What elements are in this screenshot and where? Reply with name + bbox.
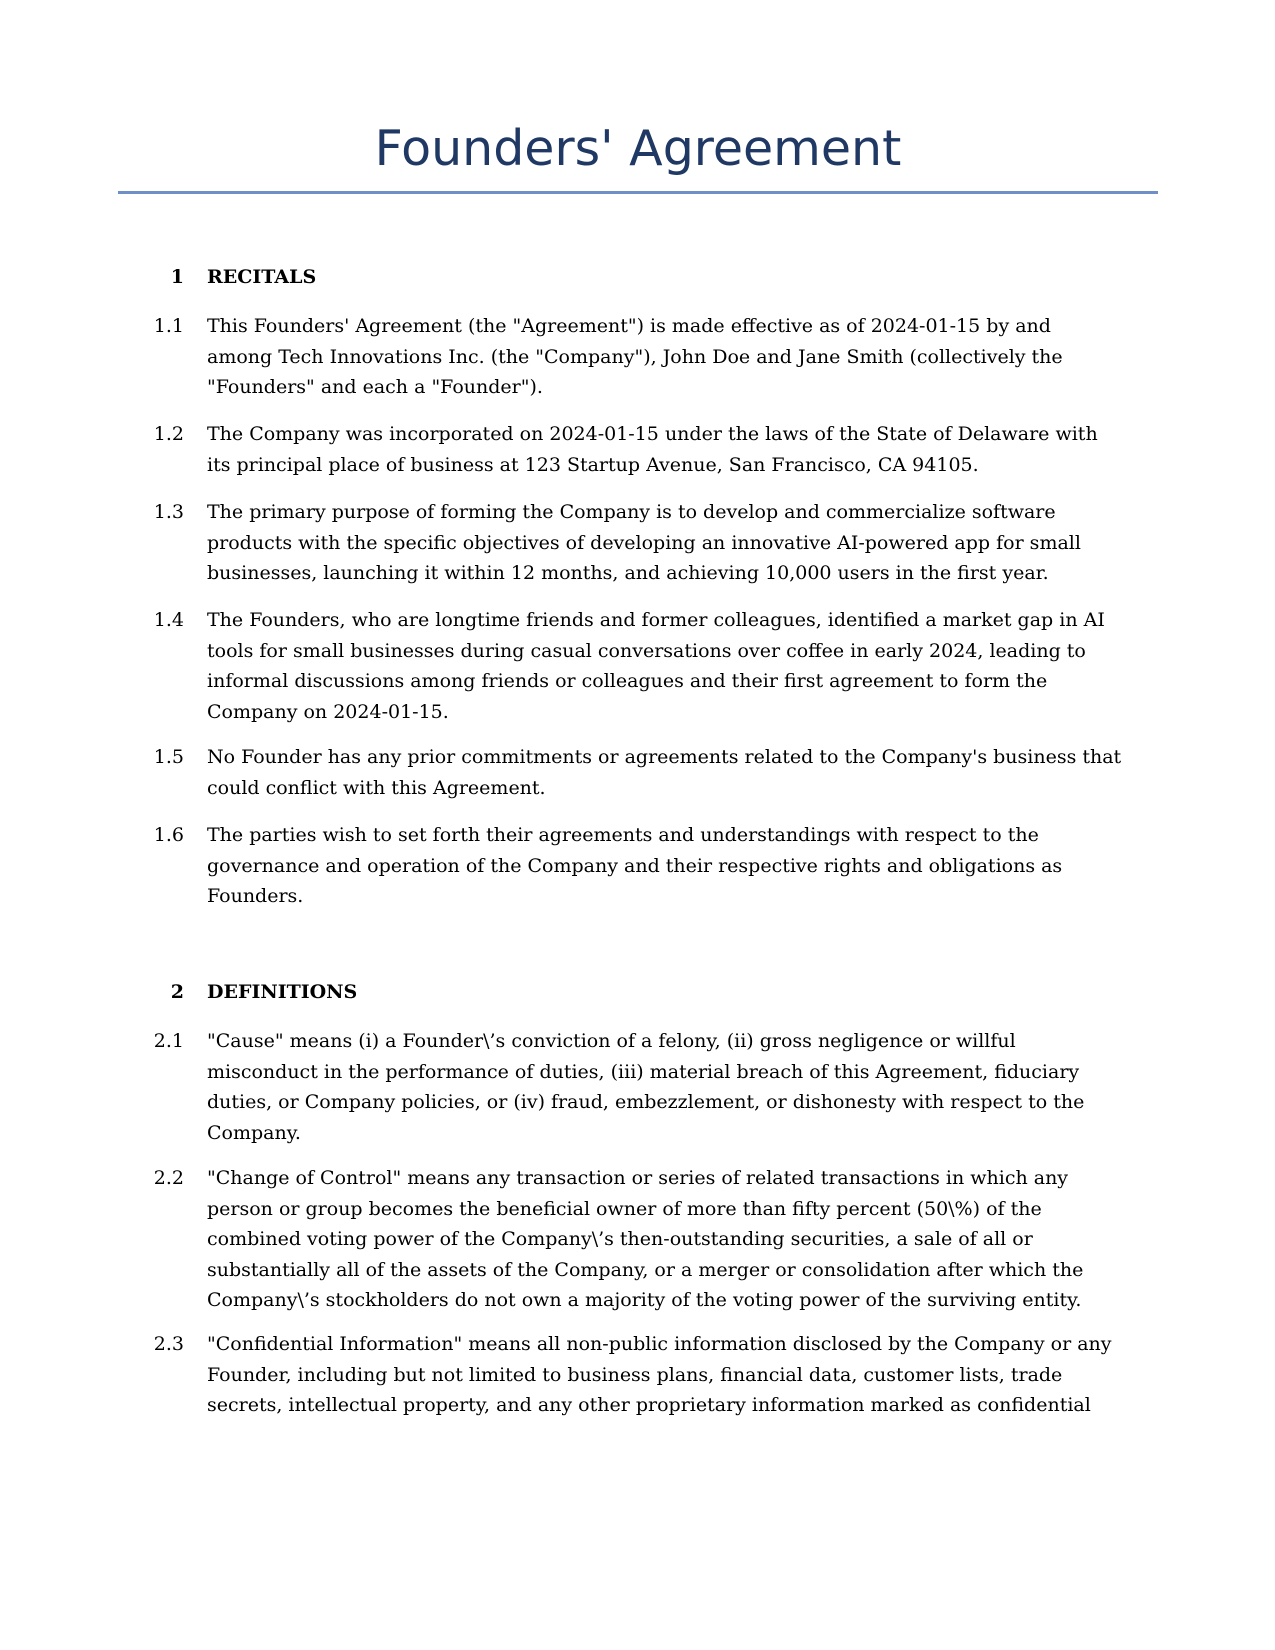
clause-text: "Cause" means (i) a Founder\’s conviction of a felony, (ii) gross negligence or willful misconduct in the performance of duties, (iii) material breach of this Agreement, fiduciary duties, or Company policies, or (iv) fraud, embezzlement, or dishonesty with respect to the Company. xyxy=(207,1030,1085,1144)
clause-number: 2.2 xyxy=(153,1167,184,1189)
clause-number: 1.2 xyxy=(153,423,184,445)
document-title: Founders' Agreement xyxy=(374,120,902,177)
clause-text: The parties wish to set forth their agreements and understandings with respect to the governance and operation of the Company and their respective rights and obligations as Founders. xyxy=(207,824,1063,907)
clause-number: 2.1 xyxy=(153,1030,184,1052)
clause-text: The primary purpose of forming the Company is to develop and commercialize software products with the specific objectives of developing an innovative AI-powered app for small businesses, launching it within 12 months, and achieving 10,000 users in the first year. xyxy=(207,501,1081,584)
clause-text: "Confidential Information" means all non-public information disclosed by the Company or any Founder, including but not limited to business plans, financial data, customer lists, trade secrets, intellectual property, and any other proprietary information marked as confidential xyxy=(207,1333,1112,1416)
section-title: RECITALS xyxy=(207,266,317,288)
clause-number: 1.6 xyxy=(153,824,184,846)
clause-text: "Change of Control" means any transaction or series of related transactions in which any person or group becomes the beneficial owner of more than fifty percent (50\%) of the combined voting power of the Company\’s then-outstanding securities, a sale of all or substantially all of the assets of the Company, or a merger or consolidation after which the Company\’s stockholders do not own a majority of the voting power of the surviving entity. xyxy=(207,1167,1084,1311)
clause-number: 1.4 xyxy=(153,609,184,631)
clause-number: 1.3 xyxy=(153,501,184,523)
clause-text: No Founder has any prior commitments or agreements related to the Company's business that could conflict with this Agreement. xyxy=(207,746,1122,799)
title-underline xyxy=(118,191,1158,194)
clause-number: 1.1 xyxy=(153,315,184,337)
clause-text: This Founders' Agreement (the "Agreement") is made effective as of 2024-01-15 by and among Tech Innovations Inc. (the "Company"), John Doe and Jane Smith (collectively the "Founders" and each a "Founder"). xyxy=(207,315,1063,398)
section-number: 2 xyxy=(170,981,184,1003)
clause-text: The Company was incorporated on 2024-01-15 under the laws of the State of Delaware with its principal place of business at 123 Startup Avenue, San Francisco, CA 94105. xyxy=(207,423,1098,476)
section-number: 1 xyxy=(170,266,184,288)
clause-text: The Founders, who are longtime friends and former colleagues, identified a market gap in AI tools for small businesses during casual conversations over coffee in early 2024, leading to informal discussions among friends or colleagues and their first agreement to form the Company on 2024-01-15. xyxy=(207,609,1105,723)
clause-number: 2.3 xyxy=(153,1333,184,1355)
clause-number: 1.5 xyxy=(153,746,184,768)
section-title: DEFINITIONS xyxy=(207,981,358,1003)
